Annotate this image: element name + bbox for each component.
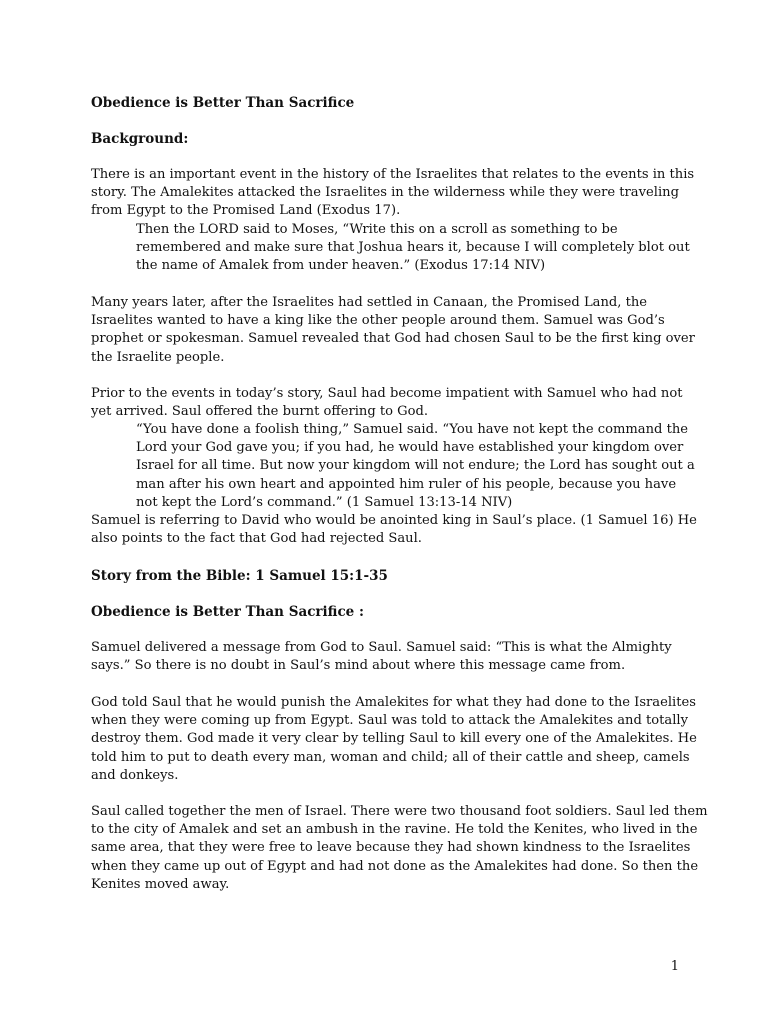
paragraph-line: Israelites wanted to have a king like the other people around them. Samuel was God’s [91,313,665,329]
paragraph-line: same area, that they were free to leave because they had shown kindness to the Israelites [91,840,691,856]
paragraph-line: God told Saul that he would punish the Amalekites for what they had done to the Israelites [91,695,696,710]
story-heading: Story from the Bible: 1 Samuel 15:1-35 [91,568,388,584]
paragraph-line: destroy them. God made it very clear by telling Saul to kill every one of the Amalekites. He [91,731,697,747]
quote-line: not kept the Lord’s command.” (1 Samuel 13:13-14 NIV) [136,494,513,510]
paragraph-line: story. The Amalekites attacked the Israelites in the wilderness while they were traveling [91,185,679,201]
paragraph-line: There is an important event in the history of the Israelites that relates to the events in this [91,167,695,182]
quote-line: man after his own heart and appointed him ruler of his people, because you have [136,476,677,492]
paragraph-line: told him to put to death every man, woman and child; all of their cattle and sheep, camels [91,749,690,765]
paragraph-line: Saul called together the men of Israel. There were two thousand foot soldiers. Saul led them [91,804,708,819]
quote-line: Lord your God gave you; if you had, he would have established your kingdom over [136,440,684,456]
paragraph-line: and donkeys. [91,767,179,783]
paragraph-line: Many years later, after the Israelites had settled in Canaan, the Promised Land, the [91,295,648,310]
paragraph-line: the Israelite people. [91,349,225,365]
paragraph-line: Kenites moved away. [91,876,230,892]
quote-line: Israel for all time. But now your kingdom will not endure; the Lord has sought out a [136,458,695,474]
paragraph-command [91,694,697,785]
paragraph-line: prophet or spokesman. Samuel revealed that God had chosen Saul to be the first king over [91,331,695,347]
paragraph-line: Samuel is referring to David who would be anointed king in Saul’s place. (1 Samuel 16) He [91,513,697,528]
paragraph-david [91,512,697,548]
background-heading: Background: [91,131,189,147]
quote-line: Then the LORD said to Moses, “Write this on a scroll as something to be [136,222,618,237]
section-heading: Obedience is Better Than Sacrifice : [91,604,364,620]
quote-line: “You have done a foolish thing,” Samuel said. “You have not kept the command the [136,422,689,437]
paragraph-line: also points to the fact that God had rejected Saul. [91,531,422,547]
page-number: 1 [670,959,679,974]
paragraph-intro [91,166,695,221]
paragraph-prior-events [91,385,691,421]
block-quote-exodus [136,221,736,276]
paragraph-line: Prior to the events in today’s story, Saul had become impatient with Samuel who had not [91,386,683,401]
paragraph-line: from Egypt to the Promised Land (Exodus 17). [91,203,401,219]
paragraph-line: when they were coming up from Egypt. Saul was told to attack the Amalekites and totally [91,713,688,729]
block-quote-samuel [136,421,736,512]
paragraph-line: to the city of Amalek and set an ambush in the ravine. He told the Kenites, who lived in the [91,822,698,838]
paragraph-line: Samuel delivered a message from God to Saul. Samuel said: “This is what the Almighty [91,640,672,655]
paragraph-line: yet arrived. Saul offered the burnt offering to God. [91,404,429,420]
paragraph-line: when they came up out of Egypt and had not done as the Amalekites had done. So then the [91,858,699,874]
document-title: Obedience is Better Than Sacrifice [91,95,355,111]
paragraph-message [91,639,691,675]
quote-line: remembered and make sure that Joshua hears it, because I will completely blot out [136,240,690,256]
paragraph-line: says.” So there is no doubt in Saul’s mind about where this message came from. [91,658,626,674]
paragraph-army [91,803,708,894]
quote-line: the name of Amalek from under heaven.” (Exodus 17:14 NIV) [136,258,546,274]
paragraph-king [91,294,695,367]
